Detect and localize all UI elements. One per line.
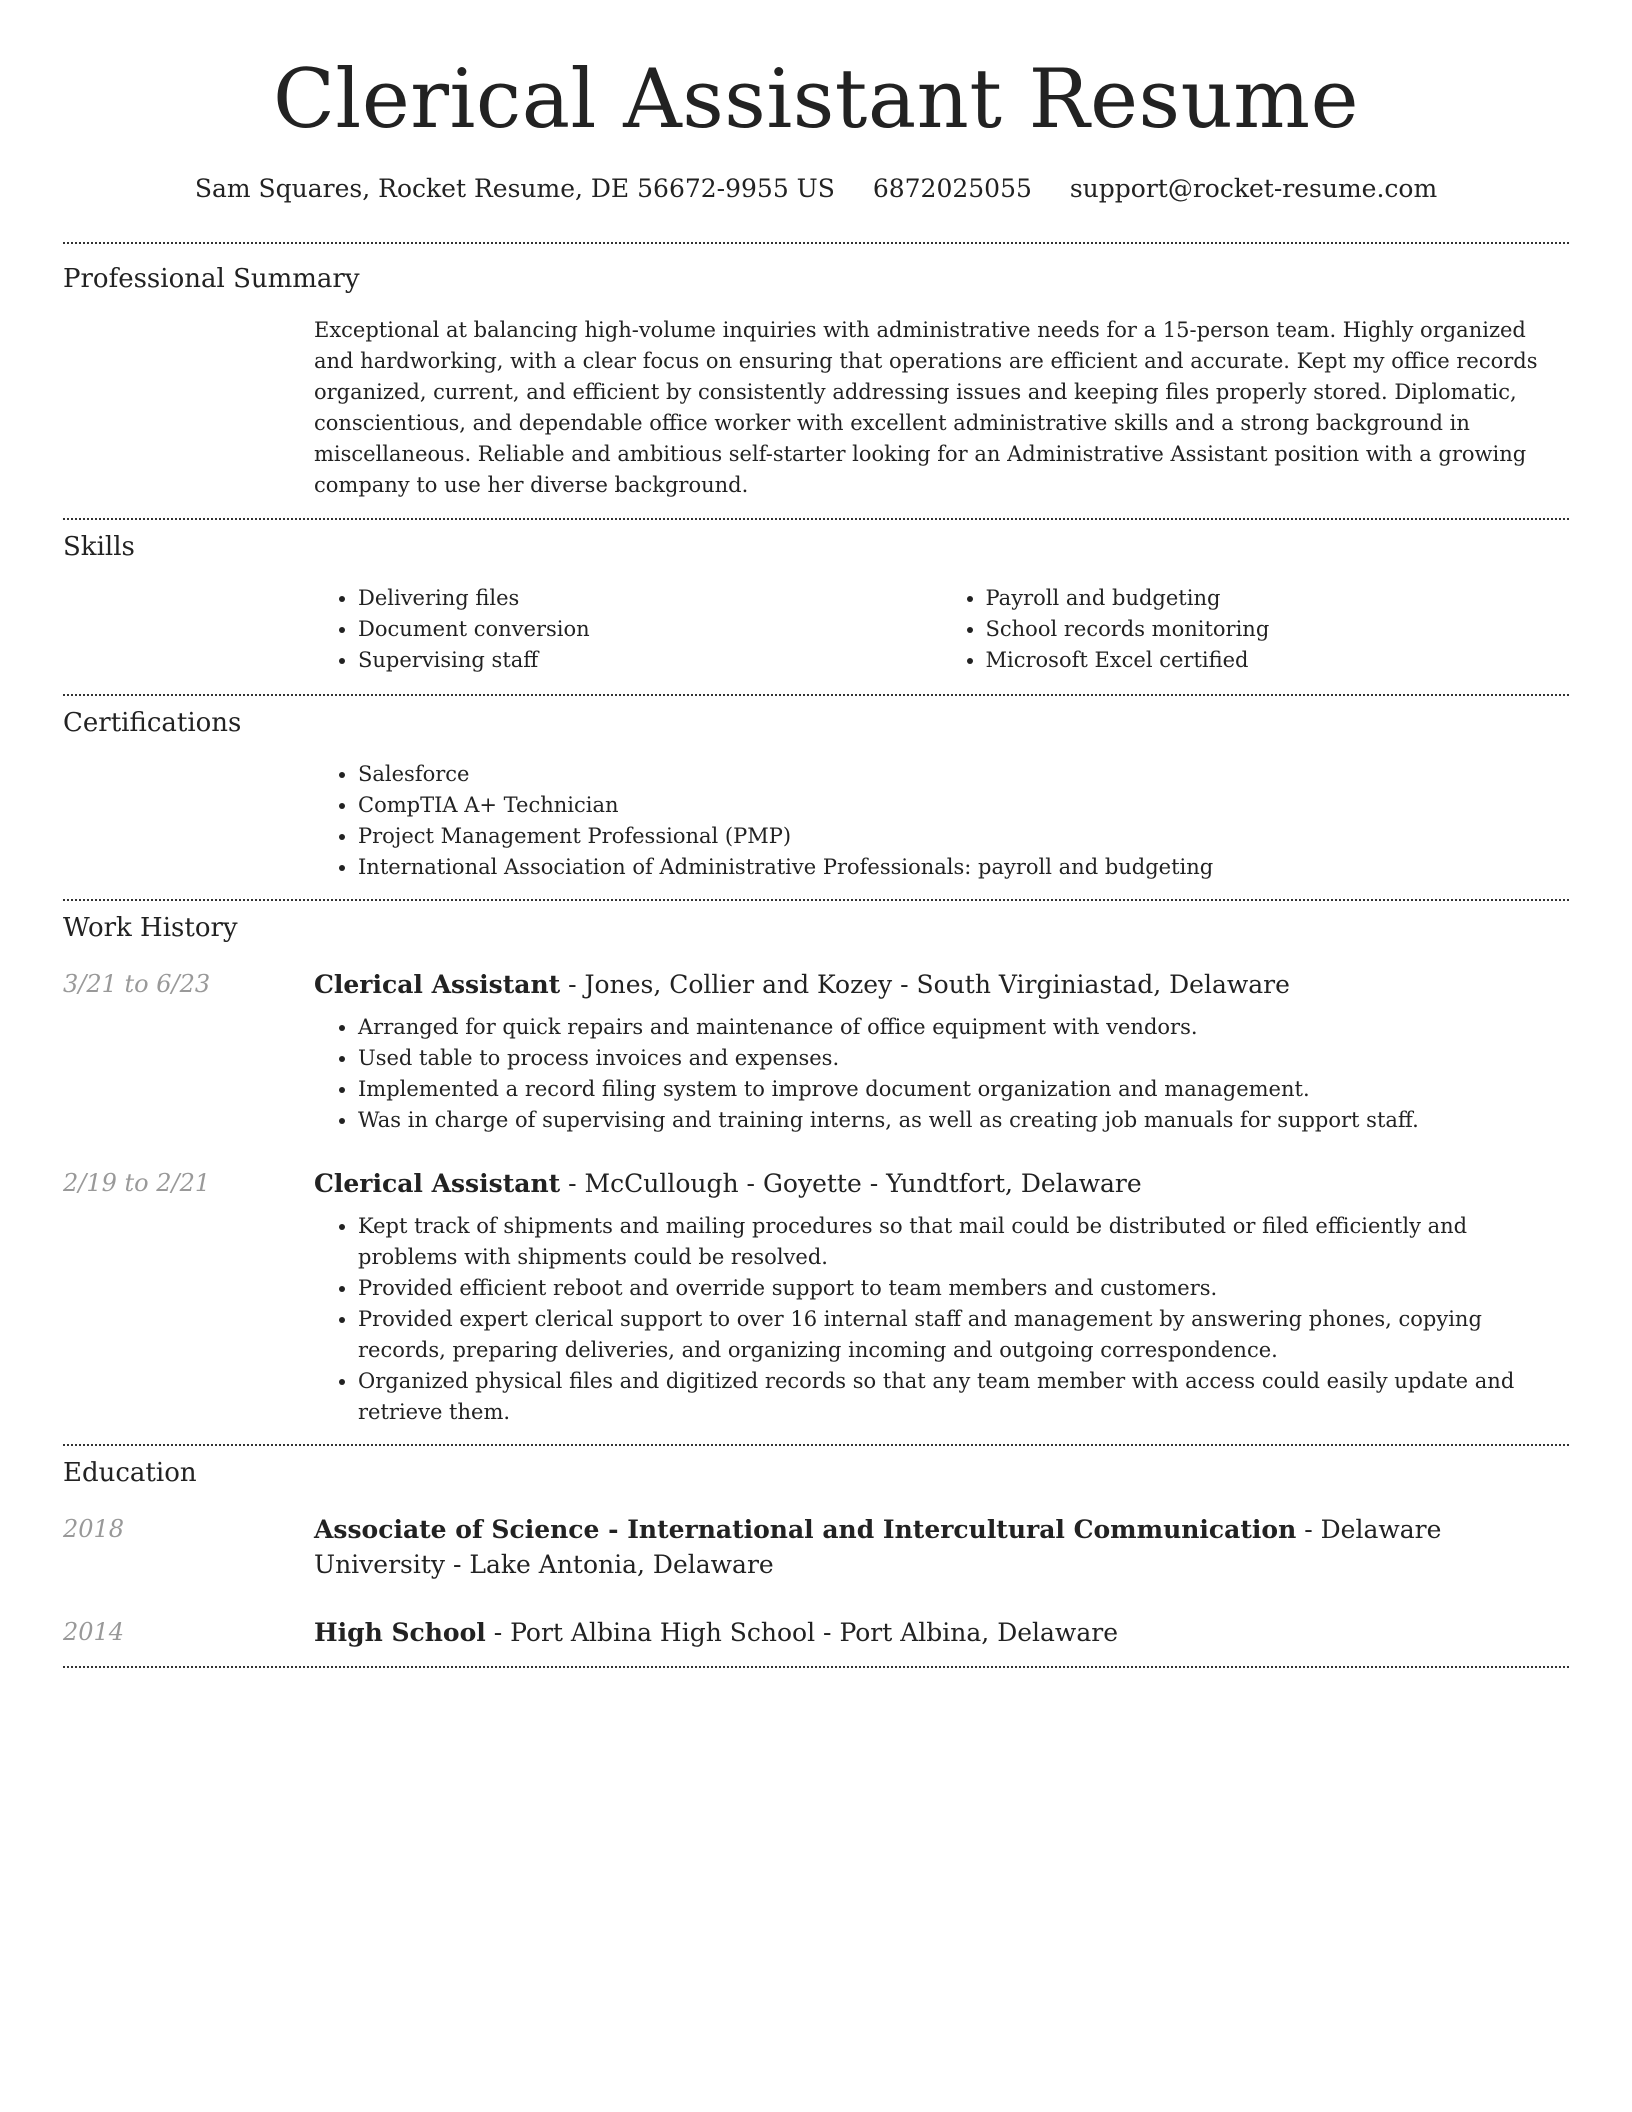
education-degree: Associate of Science - International and Intercultural Communication xyxy=(314,1515,1297,1544)
education-heading-line xyxy=(314,1512,1569,1582)
education-school: - Delaware University - Lake Antonia, Delaware xyxy=(314,1515,1442,1579)
list-item: • Salesforce xyxy=(358,759,1569,790)
summary-heading: Professional Summary xyxy=(63,264,360,294)
list-item: • Payroll and budgeting xyxy=(986,583,1570,614)
job-bullets xyxy=(314,1211,1569,1428)
list-item: • School records monitoring xyxy=(986,614,1570,645)
job-entry xyxy=(63,967,1569,1136)
list-item: • International Association of Administrative Professionals: payroll and budgeting xyxy=(358,852,1569,883)
certifications-list xyxy=(314,759,1569,883)
work-heading: Work History xyxy=(63,913,238,943)
list-item: • Delivering files xyxy=(358,583,942,614)
list-item: • Used table to process invoices and expenses. xyxy=(358,1043,1569,1074)
list-item: • Organized physical files and digitized records so that any team member with access could easily update and retrieve them. xyxy=(358,1366,1569,1428)
list-item: • Kept track of shipments and mailing procedures so that mail could be distributed or filed efficiently and problems with shipments could be resolved. xyxy=(358,1211,1569,1273)
education-section xyxy=(63,1446,1569,1666)
list-item: • Was in charge of supervising and training interns, as well as creating job manuals for support staff. xyxy=(358,1105,1569,1136)
job-bullets xyxy=(314,1012,1569,1136)
job-dates: 3/21 to 6/23 xyxy=(63,970,211,998)
contact-line xyxy=(63,172,1569,206)
education-heading: Education xyxy=(63,1458,197,1488)
job-heading xyxy=(314,1166,1569,1201)
job-entry xyxy=(63,1166,1569,1444)
summary-text: Exceptional at balancing high-volume inquiries with administrative needs for a 15-person team. Highly organized and hardworking, with a clear focus on ensuring that operations are efficient and accurate. Kept my office records organized, current, and efficient by consistently addressing issues and keeping files properly stored. Diplomatic, conscientious, and dependable office worker with excellent administrative skills and a strong background in miscellaneous. Reliable and ambitious self-starter looking for an Administrative Assistant position with a growing company to use her diverse background. xyxy=(314,318,1538,497)
education-degree: High School xyxy=(314,1618,486,1647)
resume-title: Clerical Assistant Resume xyxy=(272,53,1360,147)
skills-heading: Skills xyxy=(63,532,135,562)
contact-address: Sam Squares, Rocket Resume, DE 56672-9955 US xyxy=(194,174,835,203)
section-divider xyxy=(63,1666,1569,1668)
job-employer: - McCullough - Goyette - Yundtfort, Delaware xyxy=(560,1169,1142,1198)
list-item: • Arranged for quick repairs and maintenance of office equipment with vendors. xyxy=(358,1012,1569,1043)
list-item: • Supervising staff xyxy=(358,645,942,676)
list-item: • CompTIA A+ Technician xyxy=(358,790,1569,821)
education-heading-line xyxy=(314,1615,1569,1650)
education-school: - Port Albina High School - Port Albina, Delaware xyxy=(485,1618,1118,1647)
education-entry xyxy=(63,1512,1569,1582)
list-item: • Implemented a record filing system to improve document organization and management. xyxy=(358,1074,1569,1105)
skills-list-left xyxy=(314,583,942,676)
certifications-section xyxy=(63,696,1569,899)
contact-phone: 6872025055 xyxy=(872,174,1032,203)
list-item: • Document conversion xyxy=(358,614,942,645)
job-employer: - Jones, Collier and Kozey - South Virginiastad, Delaware xyxy=(560,970,1290,999)
work-section xyxy=(63,901,1569,1444)
summary-section xyxy=(63,244,1569,518)
job-dates: 2/19 to 2/21 xyxy=(63,1169,211,1197)
list-item: • Project Management Professional (PMP) xyxy=(358,821,1569,852)
contact-email: support@rocket-resume.com xyxy=(1069,174,1438,203)
skills-list-right xyxy=(942,583,1570,676)
education-year: 2014 xyxy=(63,1618,125,1646)
job-role: Clerical Assistant xyxy=(314,970,561,999)
education-entry xyxy=(63,1615,1569,1666)
job-heading xyxy=(314,967,1569,1002)
job-role: Clerical Assistant xyxy=(314,1169,561,1198)
education-year: 2018 xyxy=(63,1515,125,1543)
list-item: • Provided efficient reboot and override support to team members and customers. xyxy=(358,1273,1569,1304)
skills-section xyxy=(63,520,1569,694)
certifications-heading: Certifications xyxy=(63,708,242,738)
list-item: • Provided expert clerical support to over 16 internal staff and management by answering phones, copying records, preparing deliveries, and organizing incoming and outgoing correspondence. xyxy=(358,1304,1569,1366)
list-item: • Microsoft Excel certified xyxy=(986,645,1570,676)
